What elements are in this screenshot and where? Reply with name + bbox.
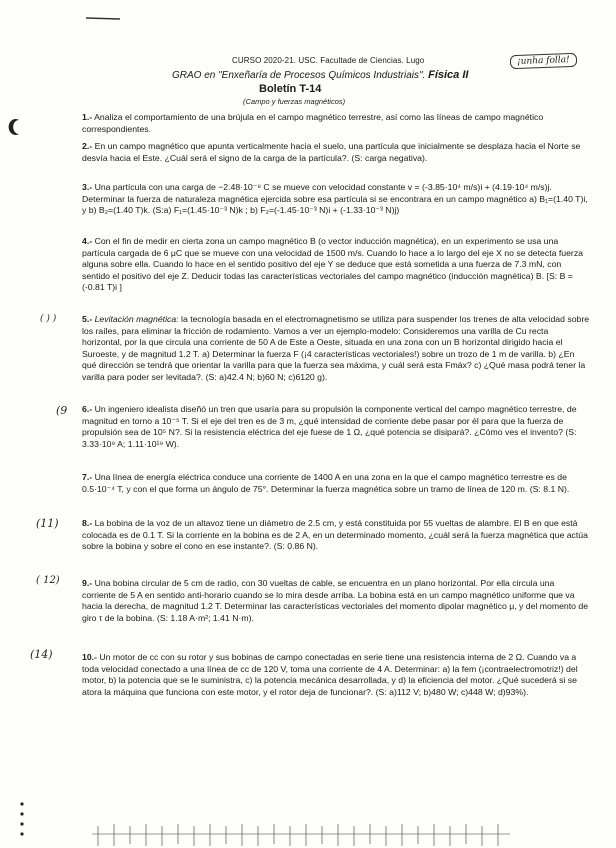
problem-number: 9.- [82,578,93,588]
problem-text: En un campo magnético que apunta verticalmente hacia el suelo, una partícula que inicialmente se desplaza hacia el Norte se desvía hacia el Este. ¿Cuál será el signo de la carga de la partícula?. [82,141,581,163]
subject-name: Física II [428,69,469,81]
problem-text: Analiza el comportamiento de una brújula en el campo magnético terrestre, así como las líneas de campo magnético correspondientes. [82,112,544,134]
problem-number: 10.- [82,652,97,662]
problem-text: Una partícula con una carga de −2.48·10⁻⁸ C se mueve con velocidad constante v = (-3.85·10⁴ m/s)i + (4.19·10⁴ m/s)j. Determinar la fuerza de naturaleza magnética ejercida sobre esa partícula si se encontrara en un campo magnético a) B₁=(1.40 T)i, y b) B₂=(1.40 T)k. [82,182,588,216]
problem-number: 6.- [82,404,93,414]
problem-text: La bobina de la voz de un altavoz tiene un diámetro de 2.5 cm, y está constituida por 55 vueltas de alambre. El B en que está colocada es de 0.1 T. Si la corriente en la bobina es de 2 A, en un determinado momento, ¿cuál será la fuerza magnética que actúa sobre la bobina y sobre el cono en ese instante?. [82,518,588,552]
problem-text: Un motor de cc con su rotor y sus bobinas de campo conectadas en serie tiene una resistencia interna de 2 Ω. Cuando va a toda velocidad conectado a una línea de cc de 120 V, toma una corriente de 4 A. Determinar: a) la fem (¡contraelectromotriz!) del motor, b) la potencia que se le suministra, c) la potencia mecánica desarrollada, y d) la eficiencia del motor. ¿Qué sucederá si se atora la máquina que funciona con este motor, y el rotor deja de funcionar?. [82,652,578,697]
problem-number: 5.- [82,314,93,324]
problem-text: la tecnología basada en el electromagnetismo se utiliza para suspender los trenes de alta velocidad sobre los raíles, para eliminar la fricción de rodamiento. Vamos a ver un ejemplo-modelo: Consideremos una varilla de Cu recta horizontal, por la que circula una corriente de 50 A de Este a Oeste, situada en una zona con un B horizontal dirigido hacia el Suroeste, y de magnitud 1.2 T. a) Determinar la fuerza F (¡4 características vectoriales!) sobre un trozo de 1 m de varilla. b) ¿En qué dirección se tendrá que orientar la varilla para que la fuerza sea máxima, y cuál será esta Fmáx? c) ¿Qué masa podrá tener la varilla para poder ser levitada?. [82,314,590,382]
margin-dots [18,800,26,846]
problem-solution: (S: a)112 V; b)480 W; c)448 W; d)93%). [375,686,529,697]
problem-text: Un ingeniero idealista diseñó un tren que usaría para su propulsión la componente vertical del campo magnético terrestre, de magnitud en torno a 10⁻⁵ T. Si el eje del tren es de 3 m, ¿qué intensidad de corriente debe pasar por él para que la fuerza de propulsión sea de 10⁵ N?. Si la resistencia eléctrica del eje fuese de 1 Ω, ¿qué potencia se disipará?. ¿Cómo ves el invento? [82,404,577,438]
margin-note-p10: (14) [30,648,53,661]
problem-number: 7.- [82,472,93,482]
problem-solution: (S: 0.86 N). [273,541,319,552]
problem-5 [82,314,590,384]
page-subtitle: (Campo y fuerzas magnéticos) [243,97,346,106]
problem-7 [82,472,590,495]
course-line: CURSO 2020-21. USC. Facultade de Ciencias. Lugo [232,56,425,65]
problem-text: Una bobina circular de 5 cm de radio, con 30 vueltas de cable, se encuentra en un plano horizontal. Por ella circula una corriente de 5 A en sentido anti-horario cuando se lo mira desde arriba. La bobina está en un campo magnético uniforme que va hacia la derecha, de magnitud 1.2 T. Determinar las características vectoriales del momento dipolar magnético μ, y del momento de giro τ de la bobina. [82,578,589,623]
problem-solution: (S: 1.18 A·m²; 1.41 N·m). [156,612,254,623]
problem-number: 2.- [82,141,93,151]
pen-stroke-top [84,14,124,22]
margin-note-p5: ( ) ) [40,314,57,324]
problem-6 [82,404,590,450]
problem-text: Una línea de energía eléctrica conduce una corriente de 1400 A en una zona en la que el campo magnético terrestre es de 0.5·10⁻⁴ T, y con el que forma un ángulo de 75°. Determinar la fuerza magnética sobre un tramo de línea de 120 m. [82,472,567,494]
degree-line [172,69,468,81]
problem-solution: (S: 8.1 N). [529,483,570,494]
problem-solution: (S:a) F₁=(1.45·10⁻³ N)k ; b) F₂=(-1.45·10⁻³ N)i + (-1.33·10⁻³ N)j) [152,205,400,216]
problem-9 [82,578,590,624]
problem-4 [82,236,590,294]
degree-text: GRAO en "Enxeñaría de Procesos Químicos Industriais". [172,70,426,81]
problem-solution: (S: 3.33·10⁹ A; 1.11·10¹⁹ W). [82,427,577,449]
problem-solution: [S: B =(-0.81 T)i ] [82,270,573,293]
problem-number: 1.- [82,112,93,122]
problem-number: 4.- [82,236,93,246]
problem-solution: (S: a)42.4 N; b)60 N; c)6120 g). [205,371,328,382]
punch-hole-mark [6,118,22,136]
problem-lead: Levitación magnética: [94,314,179,324]
problem-3 [82,182,590,217]
problem-text: Con el fin de medir en cierta zona un campo magnético B (o vector inducción magnética), en un experimento se usa una partícula cargada de 6 μC que se mueve con una velocidad de 1500 m/s. Cuando lo hace a lo largo del eje X no se detecta fuerza alguna sobre ella. Cuando lo hace en el sentido positivo del eje Y se deduce que está sometida a una fuerza de 7.3 mN, con sentido el positivo del eje Z. Deducir todas las características vectoriales del campo magnético (inducción magnética) B. [82,236,583,281]
problem-number: 3.- [82,182,93,192]
margin-note-p6: (9 [56,404,68,417]
margin-note-p8: (11) [36,517,59,530]
problem-solution: (S: carga negativa). [351,152,428,163]
margin-note-p9: ( 12) [36,575,60,586]
problem-10 [82,652,590,698]
bottom-doodle [92,822,512,848]
page-title: Boletín T-14 [259,83,322,95]
problem-8 [82,518,590,553]
problem-1 [82,112,590,135]
problem-number: 8.- [82,518,93,528]
motto-stamp: ¡unha folla! [510,53,577,69]
problem-2 [82,141,590,164]
